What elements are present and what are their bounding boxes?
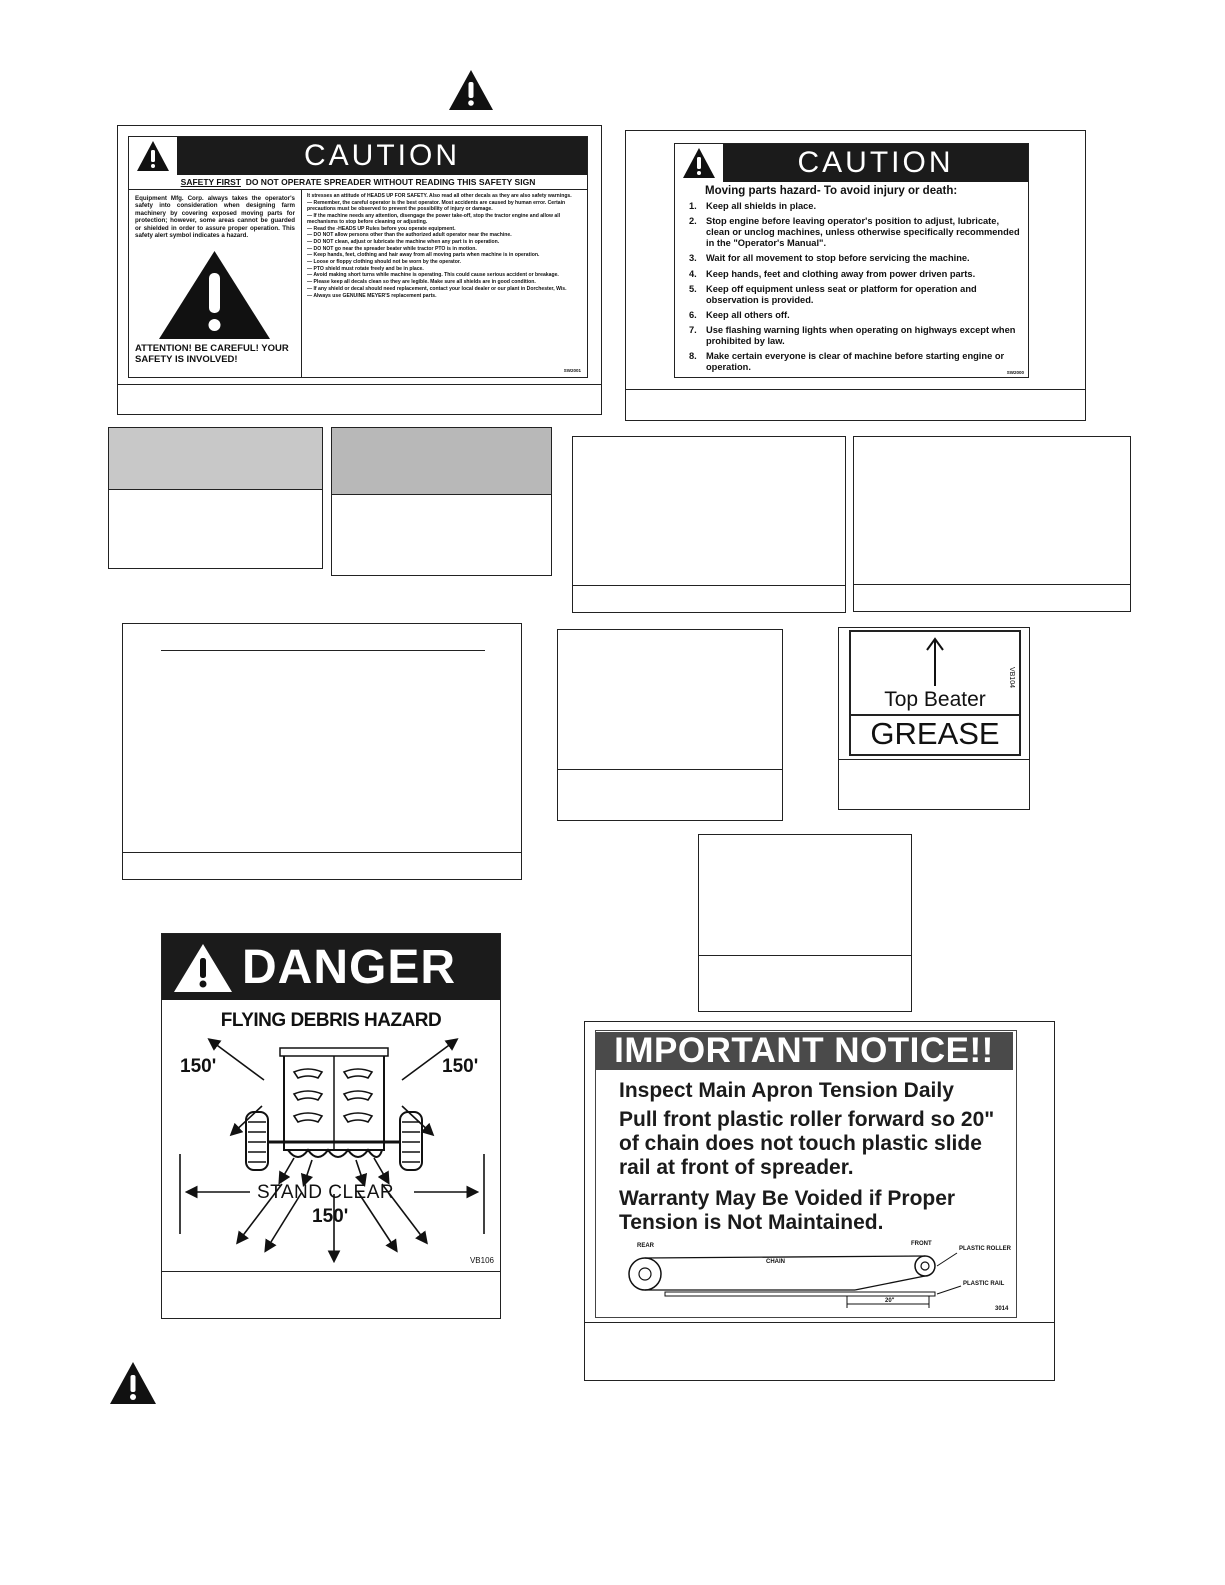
apron-chain-diagram bbox=[625, 1248, 1015, 1314]
rule-line: — DO NOT go near the spreader beater while tractor PTO is in motion. bbox=[307, 245, 477, 252]
rule-line: — Remember, the careful operator is the best operator. Most accidents are caused by human error. Certain precautions must be observed to prevent the possibility of injury or damage. bbox=[307, 199, 566, 212]
list-item: 8. Make certain everyone is clear of machine before starting engine or operation. bbox=[689, 351, 1005, 373]
rule-line: — Keep hands, feet, clothing and hair away from all moving parts when machine is in operation. bbox=[307, 252, 540, 259]
notice-line: Inspect Main Apron Tension Daily bbox=[619, 1079, 954, 1102]
danger-subheading: FLYING DEBRIS HAZARD bbox=[220, 1010, 442, 1031]
notice-decal-frame bbox=[584, 1021, 1055, 1381]
rule-line: — If any shield or decal should need replacement, contact your local dealer or our plant in Dorchester, Wis. bbox=[307, 285, 567, 292]
caution-intro: Equipment Mfg. Corp. always takes the operator's safety into consideration when designing farm machinery by covering exposed moving parts for protection; however, some areas cannot be guarded or shielded in order to assure proper operation. This safety alert symbol indicates a hazard. bbox=[135, 195, 295, 240]
decal-frame-blank-2 bbox=[853, 436, 1131, 612]
list-item: 3. Wait for all movement to stop before servicing the machine. bbox=[689, 253, 970, 264]
grease-decal bbox=[849, 630, 1021, 756]
caution-subheading: Moving parts hazard- To avoid injury or death: bbox=[705, 185, 958, 197]
caution-attention: ATTENTION! BE CAREFUL! YOUR SAFETY IS INVOLVED! bbox=[135, 343, 289, 365]
rule-line: — DO NOT allow persons other than the authorized adult operator near the machine. bbox=[307, 232, 512, 239]
stand-clear-label: STAND CLEAR bbox=[257, 1182, 395, 1203]
rule-line: — Please keep all decals clean so they are legible. Make sure all shields are in good condition. bbox=[307, 279, 536, 286]
diagram-label-rear: REAR bbox=[637, 1243, 655, 1249]
notice-line: Pull front plastic roller forward so 20" bbox=[619, 1108, 995, 1131]
caution-heading: CAUTION bbox=[797, 146, 954, 179]
diagram-label-plastic-roller: PLASTIC ROLLER bbox=[959, 1246, 1011, 1252]
diagram-label-chain: CHAIN bbox=[766, 1259, 785, 1265]
arrow-up-icon bbox=[923, 636, 947, 686]
caution-heading: CAUTION bbox=[304, 139, 460, 172]
caution-rules bbox=[307, 193, 583, 299]
notice-line: Tension is Not Maintained. bbox=[619, 1211, 884, 1234]
danger-heading: DANGER bbox=[242, 941, 457, 994]
rule-line: — PTO shield must rotate freely and be in place. bbox=[307, 265, 424, 272]
list-item: 6. Keep all others off. bbox=[689, 309, 790, 320]
safety-alert-icon bbox=[136, 140, 170, 172]
safety-alert-icon bbox=[108, 1360, 158, 1406]
rule-line: — DO NOT clean, adjust or lubricate the machine when any part is in operation. bbox=[307, 239, 500, 246]
list-item: 1. Keep all shields in place. bbox=[689, 201, 817, 211]
caution-subheading: SAFETY FIRST DO NOT OPERATE SPREADER WITHOUT READING THIS SAFETY SIGN bbox=[129, 177, 587, 190]
caution-moving-decal bbox=[674, 143, 1029, 378]
caution-general-frame bbox=[117, 125, 602, 415]
notice-heading: IMPORTANT NOTICE!! bbox=[595, 1032, 1013, 1070]
spreader-illustration bbox=[162, 1034, 502, 1264]
decal-code: VB106 bbox=[469, 1256, 494, 1265]
safety-alert-icon bbox=[447, 68, 495, 112]
top-beater-label: Top Beater bbox=[884, 688, 986, 711]
decal-code: SW2001 bbox=[563, 368, 581, 373]
rule-line: It stresses an attitude of HEADS UP FOR SAFETY. Also read all other decals as they are also safety warnings. bbox=[307, 193, 572, 199]
decal-frame-gray-2 bbox=[331, 427, 552, 576]
distance-label: 150' bbox=[442, 1056, 479, 1077]
rule-line: — Loose or floppy clothing should not be worn by the operator. bbox=[307, 259, 461, 266]
danger-decal-frame bbox=[161, 933, 501, 1319]
diagram-label-front: FRONT bbox=[911, 1241, 932, 1247]
decal-code: SW2000 bbox=[1006, 370, 1024, 375]
rule-line: — Always use GENUINE MEYER'S replacement parts. bbox=[307, 292, 437, 299]
decal-frame-gray-1 bbox=[108, 427, 323, 569]
decal-frame-blank-3 bbox=[122, 623, 522, 880]
danger-bar bbox=[162, 934, 500, 1000]
rule-line: — Read the -HEADS UP Rules before you operate equipment. bbox=[307, 225, 456, 232]
distance-label: 150' bbox=[180, 1056, 217, 1077]
decal-frame-blank-5 bbox=[698, 834, 912, 1012]
caution-moving-frame bbox=[625, 130, 1086, 421]
decal-frame-blank-1 bbox=[572, 436, 846, 613]
notice-line: Warranty May Be Voided if Proper bbox=[619, 1187, 956, 1210]
rule-line: — Avoid making short turns while machine is operating. This could cause serious accident or breakage. bbox=[307, 272, 559, 279]
decal-code: VB104 bbox=[1008, 666, 1015, 688]
notice-line: rail at front of spreader. bbox=[619, 1156, 854, 1179]
list-item: 7. Use flashing warning lights when operating on highways except when prohibited by law. bbox=[689, 325, 1016, 347]
safety-alert-icon bbox=[157, 249, 272, 341]
decal-frame-blank-4 bbox=[557, 629, 783, 821]
list-item: 4. Keep hands, feet and clothing away from power driven parts. bbox=[689, 268, 976, 279]
caution-general-decal bbox=[128, 136, 588, 378]
diagram-label-measure: 20" bbox=[885, 1298, 895, 1304]
rule-line: — If the machine needs any attention, disengage the power take-off, stop the tractor engine and allow all mechanisms to stop before cleaning or adjusting. bbox=[307, 212, 561, 225]
decal-code: 3014 bbox=[995, 1306, 1009, 1312]
distance-label: 150' bbox=[312, 1206, 349, 1227]
list-item: 2. Stop engine before leaving operator's position to adjust, lubricate, clean or unclog machines, unless otherwise specifically recommended in the "Operator's Manual". bbox=[689, 216, 1020, 249]
grease-label: GREASE bbox=[870, 716, 1000, 751]
diagram-label-plastic-rail: PLASTIC RAIL bbox=[963, 1281, 1005, 1287]
list-item: 5. Keep off equipment unless seat or platform for operation and observation is provided. bbox=[689, 283, 977, 305]
caution-list bbox=[689, 201, 1024, 378]
grease-decal-frame bbox=[838, 627, 1030, 810]
safety-alert-icon bbox=[172, 942, 234, 994]
notice-line: of chain does not touch plastic slide bbox=[619, 1132, 982, 1155]
safety-alert-icon bbox=[682, 147, 716, 179]
